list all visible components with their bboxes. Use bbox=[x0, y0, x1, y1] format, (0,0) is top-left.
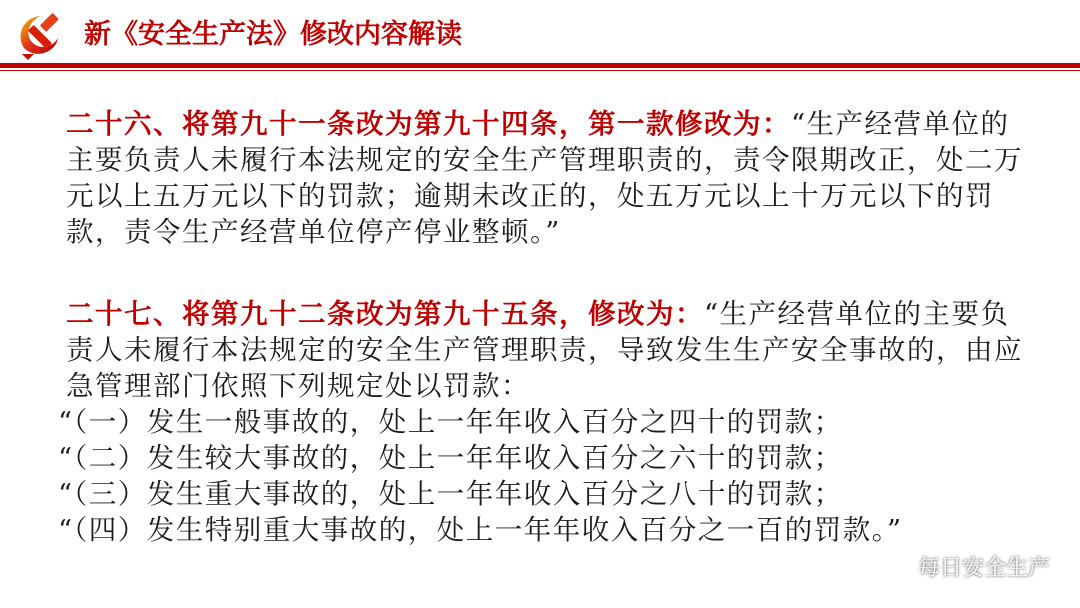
article-27-paragraph bbox=[58, 296, 1026, 548]
article-26-lead: 二十六、将第九十一条改为第九十四条，第一款修改为： bbox=[66, 108, 791, 140]
list-item: “（三）发生重大事故的，处上一年年收入百分之八十的罚款； bbox=[58, 478, 843, 510]
article-27-text: “生产经营单位的主要负责人未履行本法规定的安全生产管理职责，导致发生生产安全事故的，由应急管理部门依照下列规定处以罚款： bbox=[66, 298, 1023, 402]
article-27-lead: 二十七、将第九十二条改为第九十五条，修改为： bbox=[66, 298, 704, 330]
header-divider bbox=[0, 63, 1080, 68]
slide-header bbox=[0, 0, 1080, 70]
list-item: “（二）发生较大事故的，处上一年年收入百分之六十的罚款； bbox=[58, 442, 843, 474]
article-26-text: “生产经营单位的主要负责人未履行本法规定的安全生产管理职责的，责令限期改正，处二万元以上五万元以下的罚款；逾期未改正的，处五万元以上十万元以下的罚款，责令生产经营单位停产停业整顿。” bbox=[66, 108, 1023, 248]
article-26-paragraph bbox=[66, 106, 1026, 250]
header-divider-thin bbox=[0, 70, 1080, 71]
watermark bbox=[878, 551, 1050, 582]
watermark-text: 每日安全生产 bbox=[917, 556, 1050, 581]
list-item: “（四）发生特别重大事故的，处上一年年收入百分之一百的罚款。” bbox=[58, 514, 903, 546]
list-item: “（一）发生一般事故的，处上一年年收入百分之四十的罚款； bbox=[58, 406, 843, 438]
slide-title: 新《安全生产法》修改内容解读 bbox=[84, 19, 462, 50]
party-emblem-icon bbox=[14, 10, 68, 62]
wechat-icon bbox=[878, 553, 912, 581]
